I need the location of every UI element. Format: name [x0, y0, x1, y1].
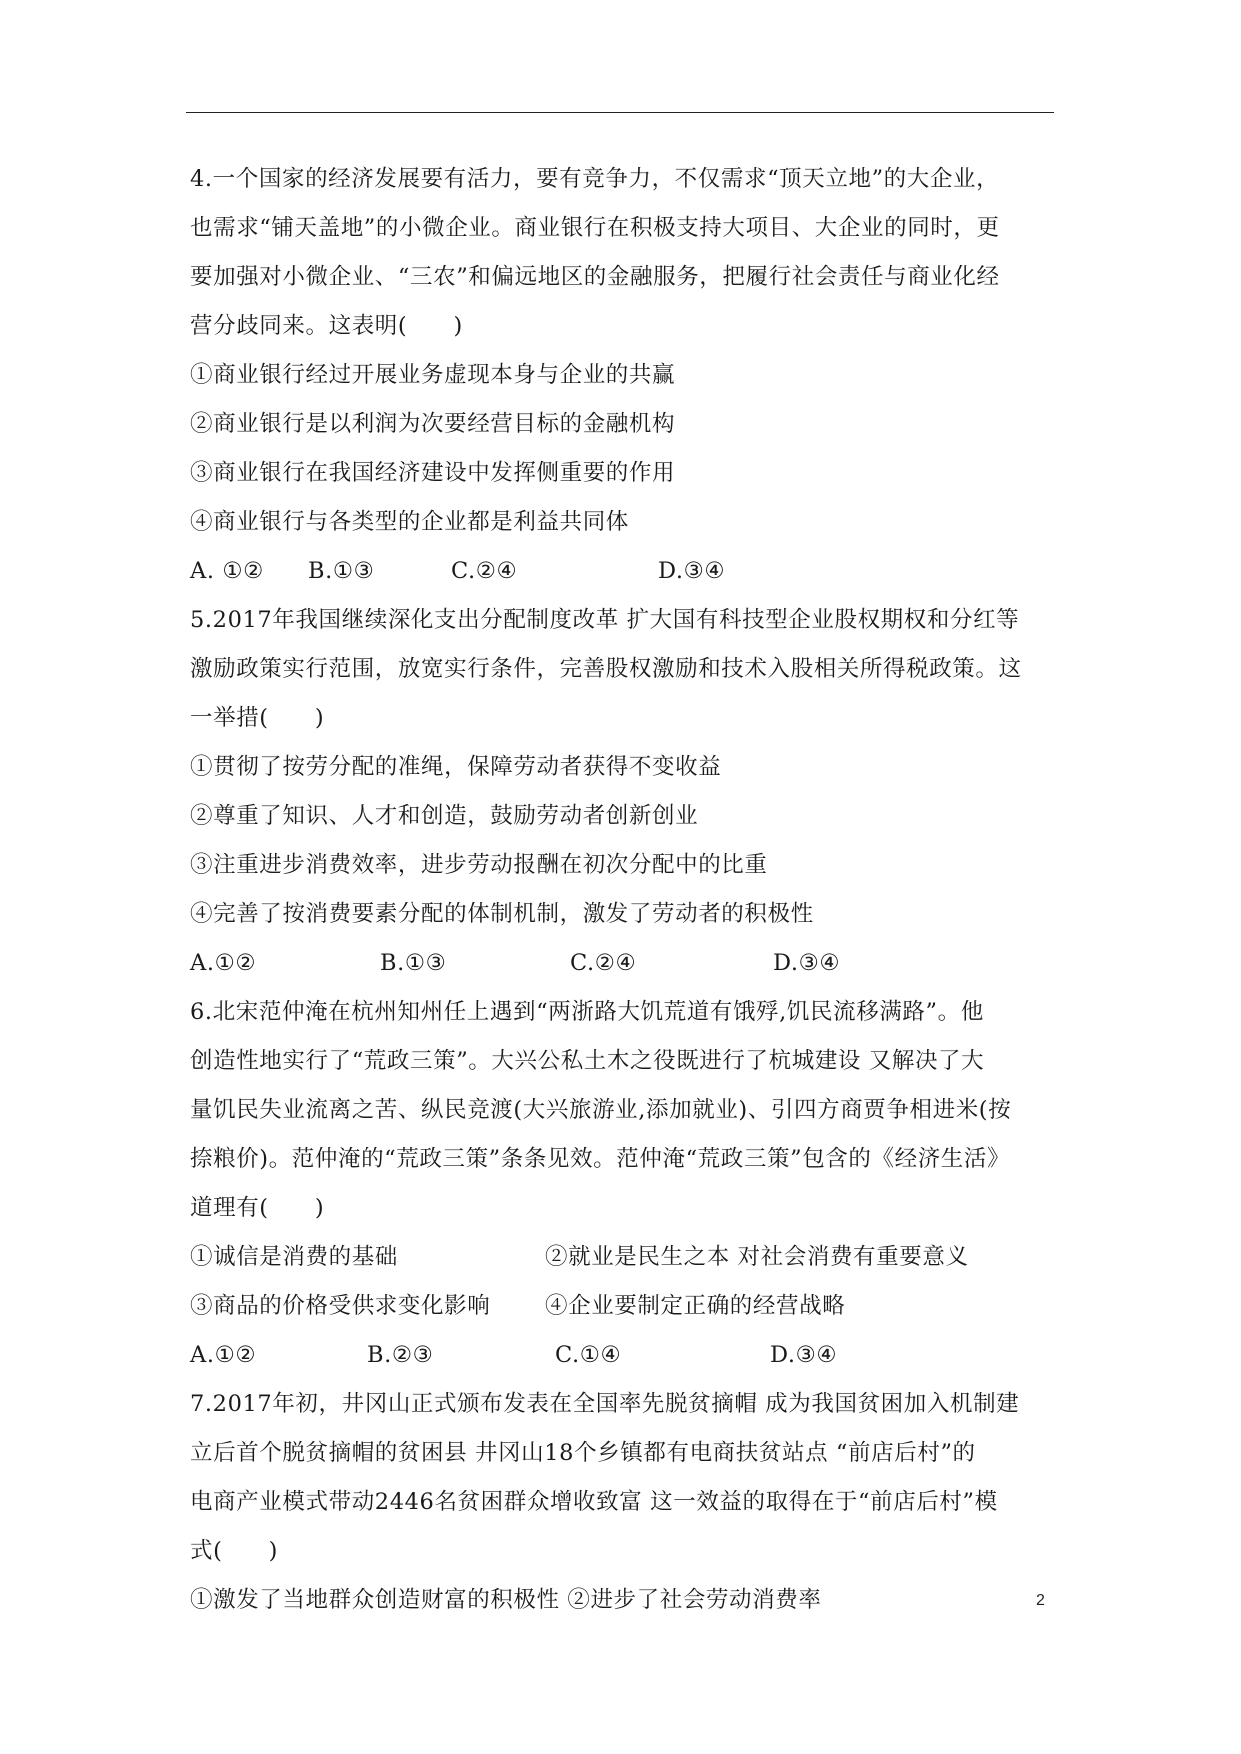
- header-rule: [186, 112, 1054, 113]
- question-stem-line: 6.北宋范仲淹在杭州知州任上遇到“两浙路大饥荒道有饿殍,饥民流移满路”。他: [190, 999, 984, 1025]
- question-5: [190, 596, 1070, 988]
- answer-options: [190, 547, 1070, 596]
- question-stem-line: 4.一个国家的经济发展要有活力，要有竞争力，不仅需求“顶天立地”的大企业，: [190, 166, 1000, 192]
- question-stem-line: 5.2017年我国继续深化支出分配制度改革 扩大国有科技型企业股权期权和分红等: [190, 607, 1020, 633]
- statement-item: ①商业银行经过开展业务虚现本身与企业的共赢: [190, 362, 676, 388]
- statement-item: ③注重进步消费效率，进步劳动报酬在初次分配中的比重: [190, 852, 768, 878]
- statement-item: ①诚信是消费的基础: [190, 1244, 398, 1270]
- option-d: D.③④: [658, 558, 726, 584]
- question-stem-line: 道理有( ): [190, 1195, 325, 1221]
- question-6: [190, 988, 1070, 1380]
- option-a: A.①②: [190, 1342, 257, 1368]
- statement-row: [190, 1233, 1070, 1282]
- question-7: [190, 1380, 1070, 1625]
- question-stem-line: 一举措( ): [190, 705, 325, 731]
- statement-item: ②就业是民生之本 对社会消费有重要意义: [545, 1244, 969, 1270]
- statement-item: ④企业要制定正确的经营战略: [545, 1293, 846, 1319]
- statement-item: ②尊重了知识、人才和创造，鼓励劳动者创新创业: [190, 803, 699, 829]
- statement-item: ④完善了按消费要素分配的体制机制，激发了劳动者的积极性: [190, 901, 814, 927]
- statement-item: ③商业银行在我国经济建设中发挥侧重要的作用: [190, 460, 676, 486]
- option-a: A.①②: [190, 950, 257, 976]
- question-stem-line: 激励政策实行范围，放宽实行条件，完善股权激励和技术入股相关所得税政策。这: [190, 656, 1022, 682]
- statement-item: ③商品的价格受供求变化影响: [190, 1293, 491, 1319]
- question-stem-line: 要加强对小微企业、“三农”和偏远地区的金融服务，把履行社会责任与商业化经: [190, 264, 1000, 290]
- option-b: B.①③: [308, 558, 375, 584]
- question-stem-line: 营分歧同来。这表明( ): [190, 313, 463, 339]
- option-b: B.②③: [367, 1342, 434, 1368]
- question-stem-line: 立后首个脱贫摘帽的贫困县 井冈山18个乡镇都有电商扶贫站点 “前店后村”的: [190, 1440, 976, 1466]
- question-4: [190, 155, 1070, 596]
- answer-options: [190, 939, 1070, 988]
- page-number: 2: [1036, 1592, 1045, 1609]
- statement-row: [190, 1282, 1070, 1331]
- question-stem-line: 捺粮价)。范仲淹的“荒政三策”条条见效。范仲淹“荒政三策”包含的《经济生活》: [190, 1146, 1011, 1172]
- option-a: A. ①②: [190, 558, 264, 584]
- option-b: B.①③: [380, 950, 447, 976]
- statement-item: ①贯彻了按劳分配的准绳，保障劳动者获得不变收益: [190, 754, 722, 780]
- question-stem-line: 量饥民失业流离之苦、纵民竞渡(大兴旅游业,添加就业)、引四方商贾争相进米(按: [190, 1097, 1012, 1123]
- question-stem-line: 7.2017年初，井冈山正式颁布发表在全国率先脱贫摘帽 成为我国贫困加入机制建: [190, 1391, 1020, 1417]
- statement-item: ②商业银行是以利润为次要经营目标的金融机构: [190, 411, 676, 437]
- question-stem-line: 也需求“铺天盖地”的小微企业。商业银行在积极支持大项目、大企业的同时，更: [190, 215, 1000, 241]
- answer-options: [190, 1331, 1070, 1380]
- option-c: C.②④: [451, 558, 518, 584]
- question-stem-line: 创造性地实行了“荒政三策”。大兴公私土木之役既进行了杭城建设 又解决了大: [190, 1048, 985, 1074]
- page-content: [190, 155, 1070, 1625]
- question-stem-line: 式( ): [190, 1538, 279, 1564]
- statement-item: ①激发了当地群众创造财富的积极性 ②进步了社会劳动消费率: [190, 1587, 822, 1613]
- option-c: C.②④: [570, 950, 637, 976]
- option-d: D.③④: [773, 950, 841, 976]
- option-c: C.①④: [555, 1342, 622, 1368]
- question-stem-line: 电商产业模式带动2446名贫困群众增收致富 这一效益的取得在于“前店后村”模: [190, 1489, 998, 1515]
- statement-item: ④商业银行与各类型的企业都是利益共同体: [190, 509, 629, 535]
- option-d: D.③④: [770, 1342, 838, 1368]
